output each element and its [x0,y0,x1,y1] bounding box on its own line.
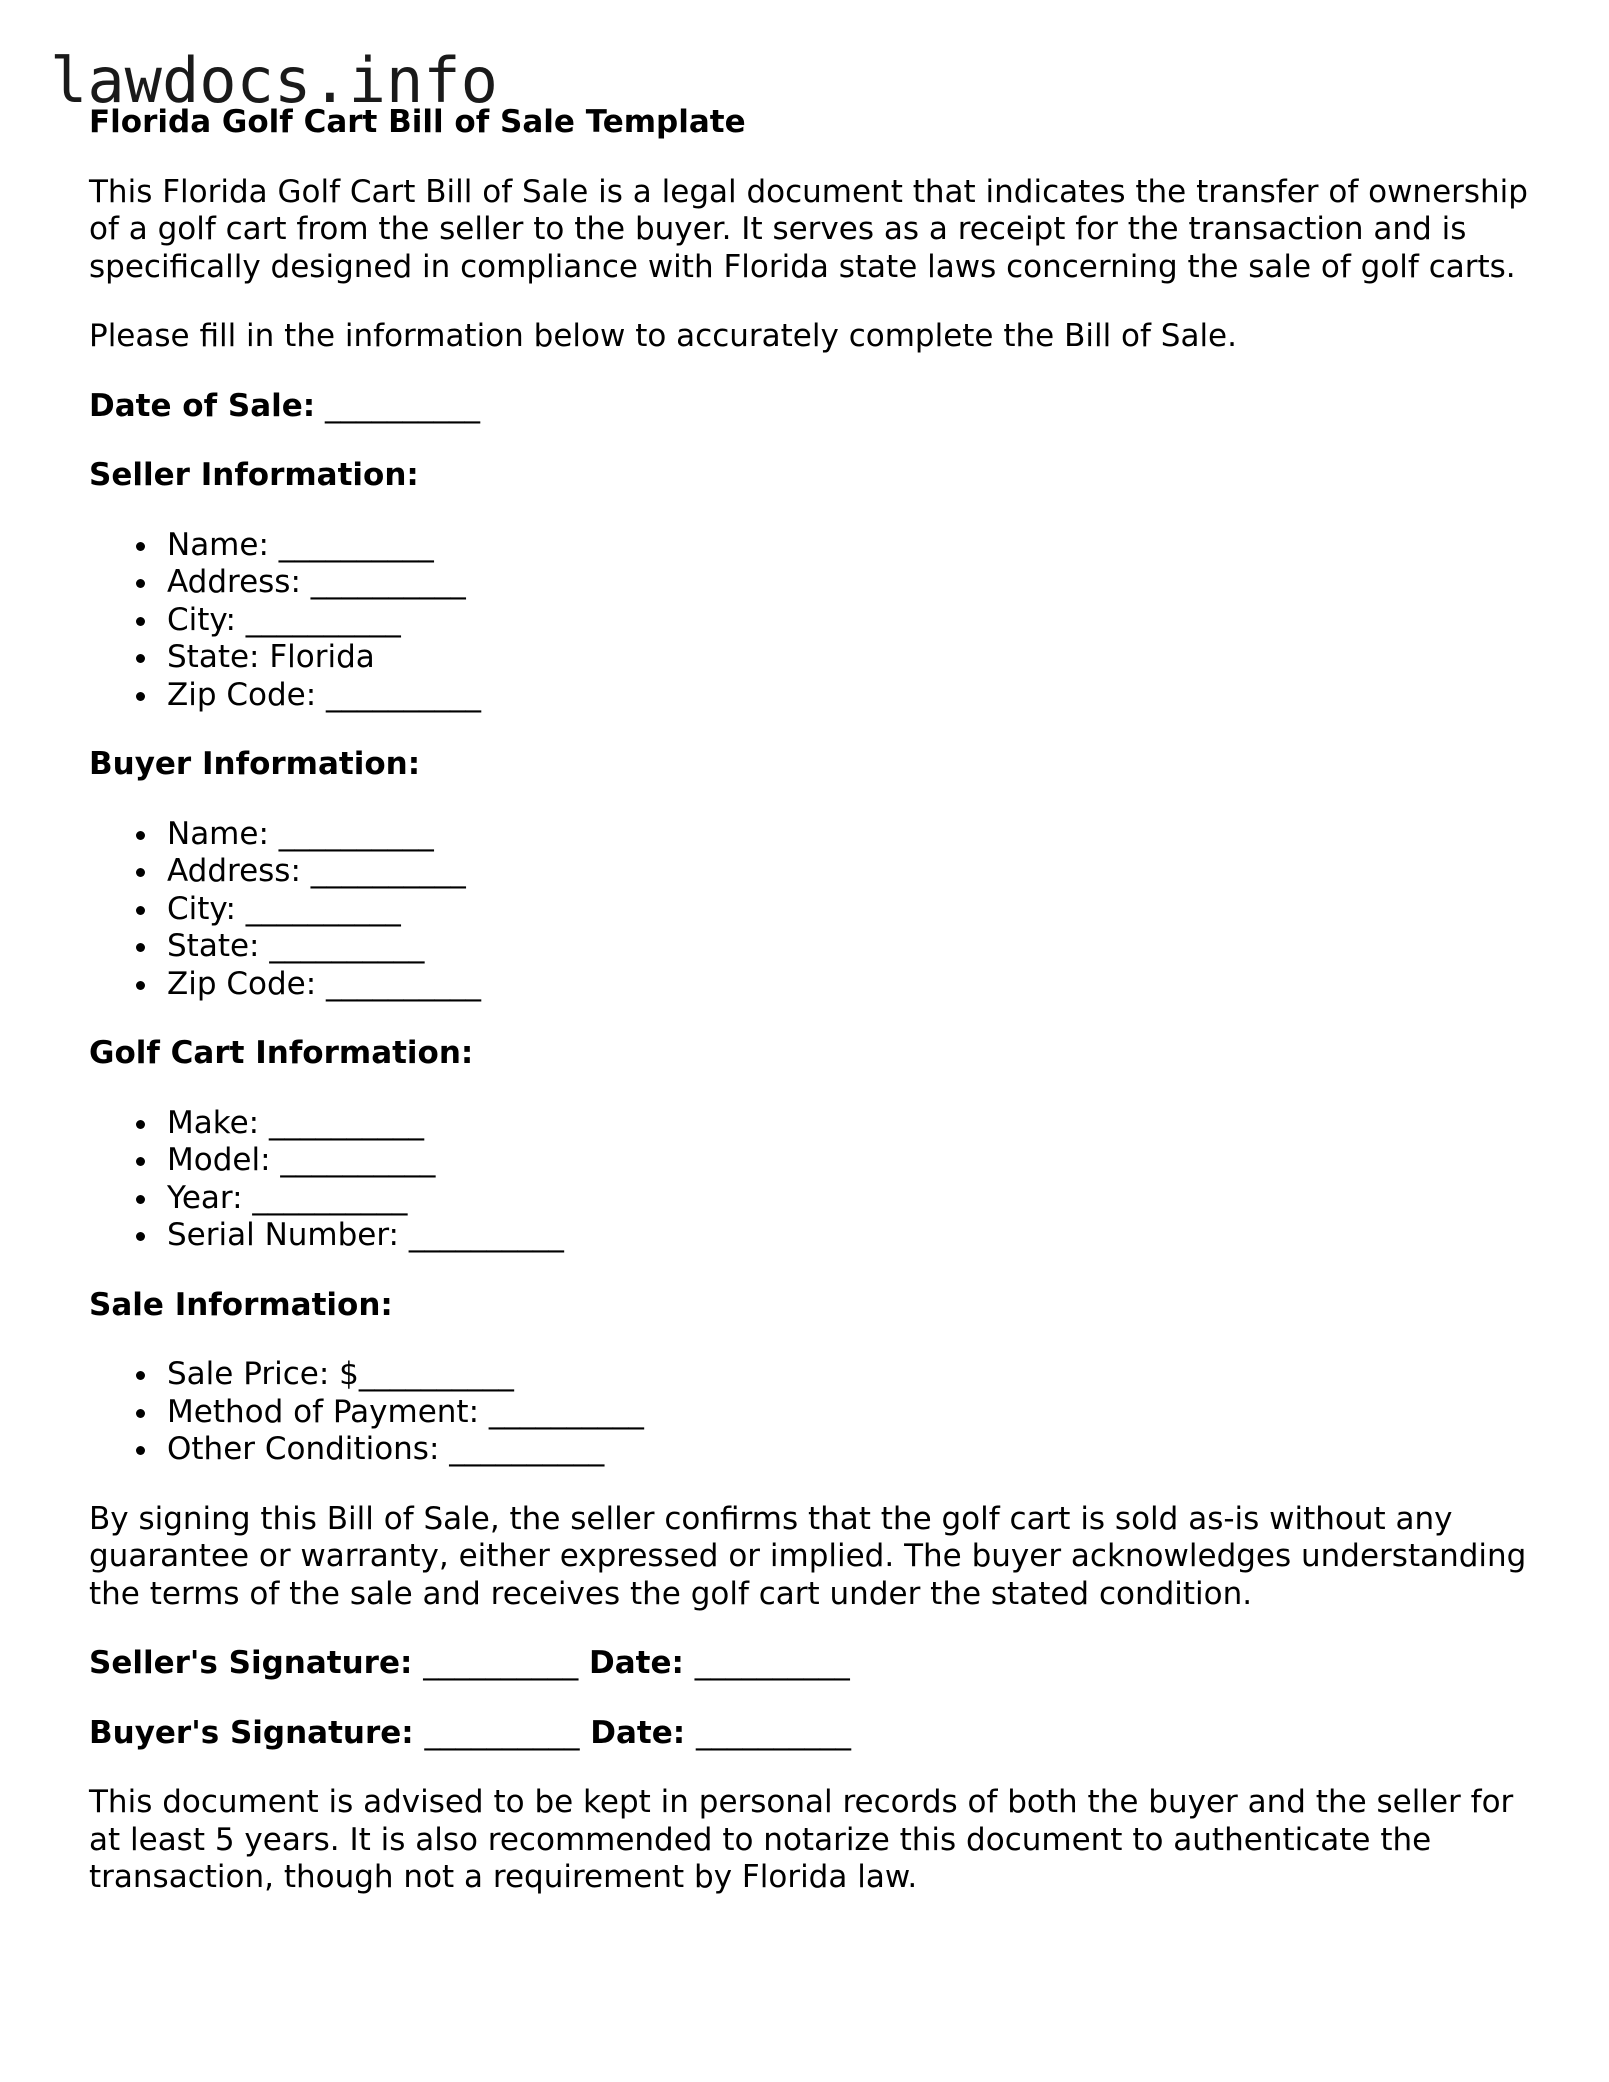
seller-info-heading: Seller Information: [89,457,419,493]
sale-info-heading: Sale Information: [89,1286,393,1323]
buyer-date-label: Date: [590,1714,686,1751]
watermark-logo: lawdocs.info [50,44,498,117]
cart-year-item: Year: __________ [167,1180,1529,1218]
seller-state-item: State: Florida [167,639,1529,677]
cart-info-list [89,1105,1529,1255]
seller-info-list [89,527,1529,715]
seller-city-item: City: __________ [167,602,1529,640]
document-body [89,104,1529,1929]
date-of-sale-label: Date of Sale: [89,387,316,424]
seller-zip-item: Zip Code: __________ [167,677,1529,715]
acknowledgement-paragraph: By signing this Bill of Sale, the seller confirms that the golf cart is sold as-is without any guarantee or warranty, either expressed or implied. The buyer acknowledges understanding the terms of the sale and receives the golf cart under the stated condition. [89,1500,1527,1612]
seller-signature-label: Seller's Signature: [89,1645,413,1681]
seller-signature-blank: __________ [423,1645,579,1681]
buyer-city-item: City: __________ [167,891,1529,929]
buyer-signature-line [89,1715,1529,1753]
date-of-sale-blank: __________ [325,387,481,424]
seller-name-item: Name: __________ [167,527,1529,565]
footer-paragraph: This document is advised to be kept in personal records of both the buyer and the seller for at least 5 years. It is also recommended to notarize this document to authenticate the transaction, though not a requirement by Florida law. [89,1784,1514,1895]
other-conditions-item: Other Conditions: __________ [167,1431,1529,1469]
buyer-info-heading: Buyer Information: [89,746,421,782]
cart-make-item: Make: __________ [167,1105,1529,1143]
instructions-paragraph: Please fill in the information below to accurately complete the Bill of Sale. [89,318,1237,354]
document-title: Florida Golf Cart Bill of Sale Template [89,104,746,140]
buyer-signature-label: Buyer's Signature: [89,1714,414,1751]
buyer-state-item: State: __________ [167,928,1529,966]
cart-info-heading: Golf Cart Information: [89,1035,474,1071]
date-of-sale-line [89,388,1529,426]
payment-method-item: Method of Payment: __________ [167,1394,1529,1432]
intro-paragraph: This Florida Golf Cart Bill of Sale is a legal document that indicates the transfer of ownership of a golf cart from the seller to the buyer. It serves as a receipt for the transaction and is specifically designed in compliance with Florida state laws concerning the sale of golf carts. [89,173,1528,285]
buyer-address-item: Address: __________ [167,853,1529,891]
seller-address-item: Address: __________ [167,564,1529,602]
buyer-info-list [89,816,1529,1004]
buyer-date-blank: __________ [695,1714,851,1751]
cart-model-item: Model: __________ [167,1142,1529,1180]
seller-date-label: Date: [588,1645,684,1681]
buyer-signature-blank: __________ [424,1714,580,1751]
seller-signature-line [89,1645,1529,1683]
sale-info-list [89,1356,1529,1469]
buyer-zip-item: Zip Code: __________ [167,966,1529,1004]
seller-date-blank: __________ [694,1645,850,1681]
cart-serial-item: Serial Number: __________ [167,1217,1529,1255]
buyer-name-item: Name: __________ [167,816,1529,854]
sale-price-item: Sale Price: $__________ [167,1356,1529,1394]
